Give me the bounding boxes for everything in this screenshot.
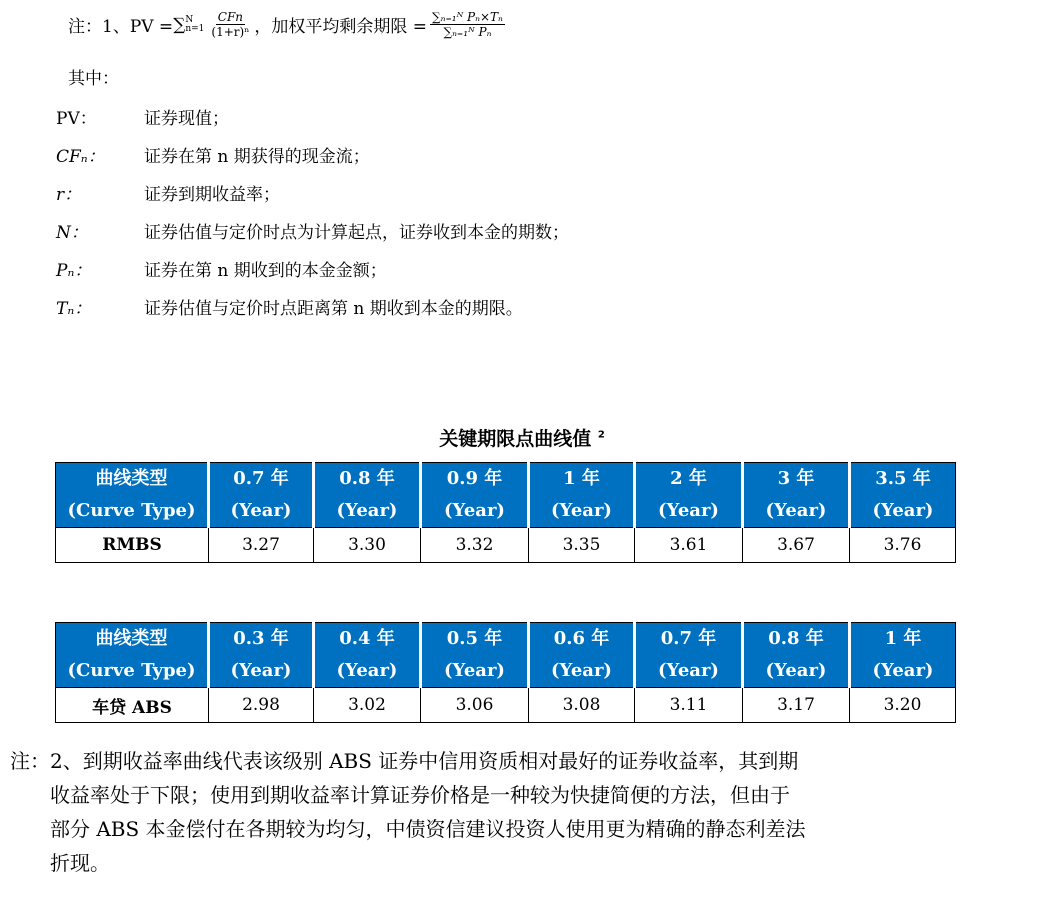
table-cell: 3.76 bbox=[850, 528, 956, 563]
header-cell: (Year) bbox=[314, 655, 421, 688]
sum-symbol: ∑ bbox=[173, 14, 186, 35]
header-cell: (Year) bbox=[850, 655, 956, 688]
pv-numerator: CFn bbox=[217, 10, 244, 24]
table-title-text: 关键期限点曲线值 bbox=[439, 428, 592, 450]
header-cell: (Year) bbox=[529, 495, 635, 528]
table-cell: 3.27 bbox=[209, 528, 314, 563]
note-line: 折现。 bbox=[50, 851, 110, 875]
table-header-row bbox=[56, 463, 956, 496]
header-cell: (Year) bbox=[314, 495, 421, 528]
definition-term: Pₙ： bbox=[56, 261, 92, 281]
table-cell: 3.08 bbox=[529, 688, 635, 723]
header-cell: 1 年 bbox=[529, 463, 635, 496]
wal-denominator: ∑ₙ₌₁ᴺ Pₙ bbox=[443, 25, 492, 39]
table-cell: 3.17 bbox=[743, 688, 850, 723]
table-cell: RMBS bbox=[56, 528, 209, 563]
header-cell: 0.7 年 bbox=[209, 463, 314, 496]
sum-upper: N bbox=[185, 14, 194, 25]
wal-fraction bbox=[430, 10, 505, 39]
rmbs-curve-table bbox=[55, 462, 956, 563]
formula-note bbox=[68, 10, 508, 39]
definition-term: Tₙ： bbox=[56, 299, 92, 319]
note-line: 部分 ABS 本金偿付在各期较为均匀，中债资信建议投资人使用更为精确的静态利差法 bbox=[50, 817, 806, 841]
table-cell: 3.35 bbox=[529, 528, 635, 563]
header-cell: (Year) bbox=[529, 655, 635, 688]
definition-row bbox=[56, 180, 280, 205]
header-cell: 0.7 年 bbox=[635, 623, 743, 656]
header-cell: (Year) bbox=[635, 655, 743, 688]
header-cell: 曲线类型 bbox=[56, 623, 209, 656]
definition-desc: 证券现值； bbox=[144, 109, 229, 129]
definition-row bbox=[56, 294, 523, 319]
definition-row bbox=[56, 256, 387, 281]
pv-denominator: (1+r)ⁿ bbox=[211, 25, 250, 39]
table-cell: 3.02 bbox=[314, 688, 421, 723]
header-cell: (Year) bbox=[743, 655, 850, 688]
definition-term: N： bbox=[56, 223, 88, 243]
note-line: 收益率处于下限；使用到期收益率计算证券价格是一种较为快捷简便的方法，但由于 bbox=[50, 783, 790, 807]
auto-loan-abs-curve-table bbox=[55, 622, 956, 723]
table-header-row bbox=[56, 495, 956, 528]
header-cell: 0.4 年 bbox=[314, 623, 421, 656]
wal-numerator: ∑ₙ₌₁ᴺ Pₙ×Tₙ bbox=[432, 10, 503, 24]
header-cell: 0.3 年 bbox=[209, 623, 314, 656]
table-title-footnote: 2 bbox=[597, 429, 605, 441]
header-cell: 0.8 年 bbox=[314, 463, 421, 496]
yield-curve-note bbox=[10, 744, 1030, 880]
header-cell: 3.5 年 bbox=[850, 463, 956, 496]
definition-term: r： bbox=[56, 185, 82, 205]
table-cell: 车贷 ABS bbox=[56, 688, 209, 723]
header-cell: (Year) bbox=[421, 655, 529, 688]
header-cell: 0.6 年 bbox=[529, 623, 635, 656]
sum-limits bbox=[185, 16, 204, 34]
table-cell: 3.67 bbox=[743, 528, 850, 563]
definition-term: CFₙ： bbox=[56, 147, 105, 167]
table-title bbox=[0, 424, 1044, 451]
header-cell: (Year) bbox=[209, 655, 314, 688]
definition-term: PV： bbox=[56, 109, 97, 129]
table-cell: 3.32 bbox=[421, 528, 529, 563]
header-cell: 0.5 年 bbox=[421, 623, 529, 656]
table-cell: 2.98 bbox=[209, 688, 314, 723]
table-cell: 3.06 bbox=[421, 688, 529, 723]
table-cell: 3.11 bbox=[635, 688, 743, 723]
header-cell: (Year) bbox=[421, 495, 529, 528]
header-cell: (Curve Type) bbox=[56, 495, 209, 528]
sum-lower: n=1 bbox=[185, 23, 205, 34]
table-cell: 3.61 bbox=[635, 528, 743, 563]
definition-desc: 证券到期收益率； bbox=[144, 185, 280, 205]
header-cell: (Year) bbox=[743, 495, 850, 528]
pv-fraction bbox=[209, 10, 251, 39]
header-cell: 0.9 年 bbox=[421, 463, 529, 496]
header-cell: 曲线类型 bbox=[56, 463, 209, 496]
header-cell: (Year) bbox=[209, 495, 314, 528]
note-line: 注：2、到期收益率曲线代表该级别 ABS 证券中信用资质相对最好的证券收益率，其到期 bbox=[10, 749, 799, 773]
definition-desc: 证券在第 n 期收到的本金金额； bbox=[144, 261, 387, 281]
definition-row bbox=[56, 104, 229, 129]
table-cell: 3.20 bbox=[850, 688, 956, 723]
table-header-row bbox=[56, 623, 956, 656]
table-row bbox=[56, 688, 956, 723]
definition-desc: 证券估值与定价时点为计算起点，证券收到本金的期数； bbox=[144, 223, 569, 243]
table-cell: 3.30 bbox=[314, 528, 421, 563]
definition-desc: 证券在第 n 期获得的现金流； bbox=[144, 147, 370, 167]
definition-row bbox=[56, 142, 370, 167]
table-header-row bbox=[56, 655, 956, 688]
header-cell: 2 年 bbox=[635, 463, 743, 496]
definition-desc: 证券估值与定价时点距离第 n 期收到本金的期限。 bbox=[144, 299, 523, 319]
header-cell: (Year) bbox=[850, 495, 956, 528]
table-row bbox=[56, 528, 956, 563]
formula-mid-text: ，加权平均剩余期限 = bbox=[254, 17, 428, 37]
header-cell: 0.8 年 bbox=[743, 623, 850, 656]
header-cell: (Curve Type) bbox=[56, 655, 209, 688]
where-label: 其中： bbox=[68, 69, 119, 89]
definition-row bbox=[56, 218, 569, 243]
header-cell: 1 年 bbox=[850, 623, 956, 656]
formula-prefix: 注：1、PV = bbox=[68, 17, 174, 37]
header-cell: 3 年 bbox=[743, 463, 850, 496]
header-cell: (Year) bbox=[635, 495, 743, 528]
